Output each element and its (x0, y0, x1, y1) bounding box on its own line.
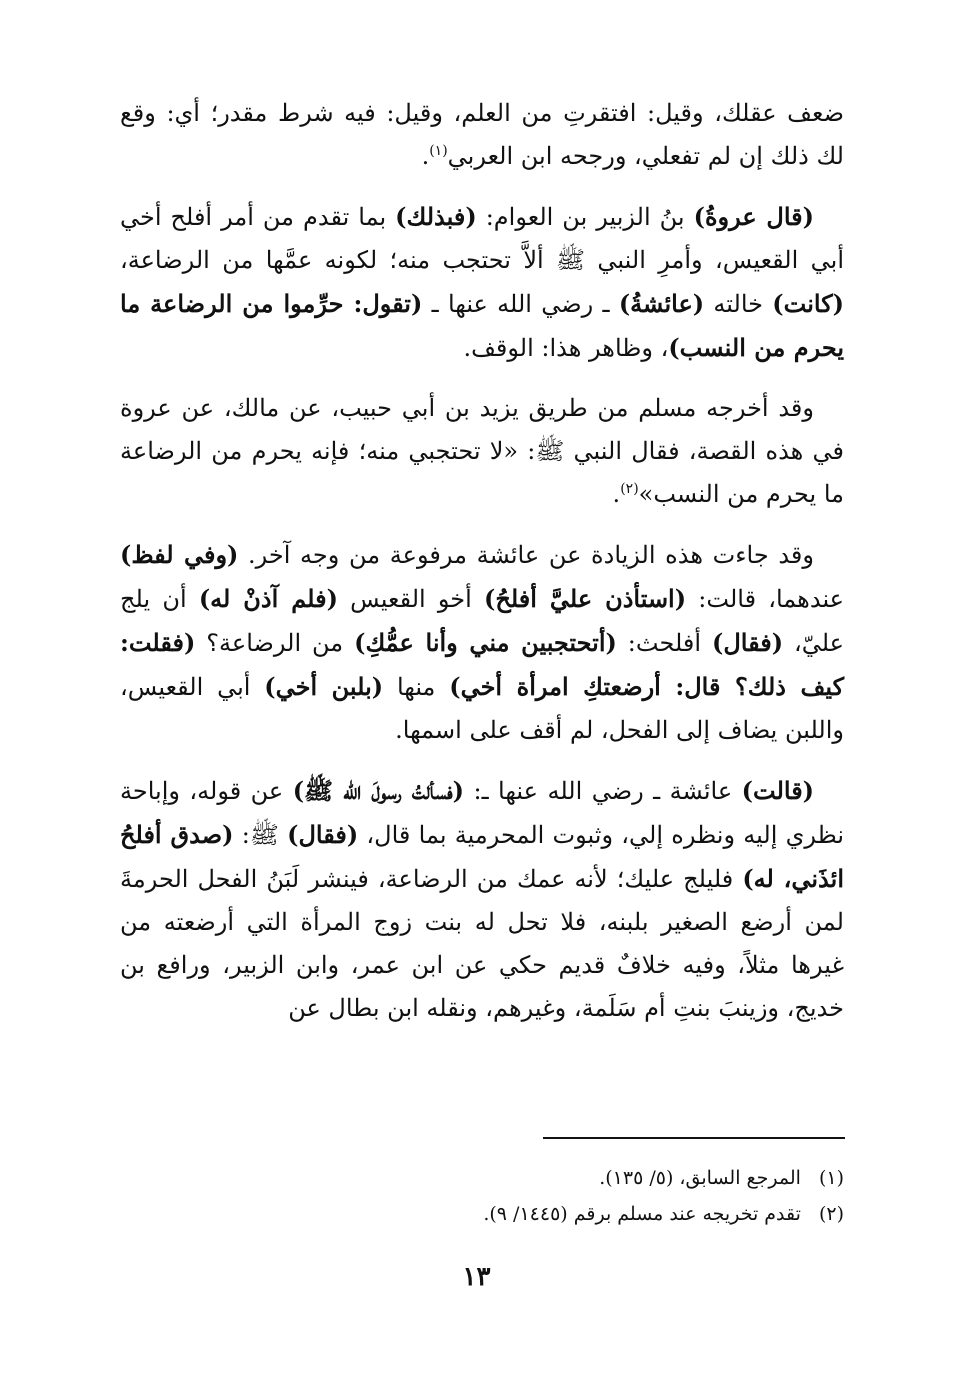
paragraph (120, 769, 844, 1030)
footnote-1 (120, 1160, 844, 1196)
bold-quote: (تقول: حرِّموا من الرضاعة ما يحرم من النسب) (120, 289, 844, 362)
text-run: أن يلج عليّ، (120, 585, 844, 657)
page-number: ١٣ (462, 1262, 491, 1292)
bold-quote: (قال عروةُ) (693, 202, 815, 231)
text-run: بنُ الزبير بن العوام: (476, 203, 694, 231)
bold-quote: (فسألتُ رسولَ الله ﷺ) (292, 776, 465, 805)
text-run: . (421, 142, 430, 170)
bold-quote: (أتحتجبين مني وأنا عمُّكِ) (354, 628, 617, 657)
text-run: أبي القعيس، واللبن يضاف إلى الفحل، لم أقف على اسمها. (120, 673, 844, 744)
footnote-2 (120, 1196, 844, 1232)
paragraph (120, 92, 844, 178)
text-run: ضعف عقلك، وقيل: افتقرتِ من العلم، وقيل: فيه شرط مقدر؛ أي: وقع لك ذلك إن لم تفعلي، ورجحه ابن العربي (120, 99, 844, 170)
text-run: أخو القعيس (337, 585, 485, 613)
text-run: عن قوله، وإباحة نظري إليه ونظره إلي، وثبوت المحرمية بما قال، (120, 777, 845, 849)
footnote-text: المرجع السابق، (٥/ ١٣٥). (599, 1167, 801, 1189)
text-run: أفلحث: (616, 629, 712, 657)
bold-quote: (كانت) (772, 289, 844, 318)
main-text (120, 92, 844, 1047)
text-run: ﷺ: (233, 821, 288, 849)
text-run: من الرضاعة؟ (195, 629, 355, 657)
text-run: ، وظاهر هذا: الوقف. (463, 334, 669, 362)
paragraph (120, 533, 844, 752)
bold-quote: (فقال) (287, 820, 359, 849)
bold-quote: (فقلت: كيف ذلك؟ قال: أرضعتكِ امرأة أخي) (120, 628, 844, 701)
text-run: منها (383, 673, 450, 701)
text-run: عندهما، قالت: (686, 585, 845, 613)
footnote-number: (١) (818, 1167, 844, 1189)
paragraph (120, 195, 844, 370)
footnote-number: (٢) (818, 1203, 844, 1225)
bold-quote: (وفي لفظ) (120, 540, 239, 569)
text-run: ـ رضي الله عنها ـ (422, 290, 619, 318)
footnote-text: تقدم تخريجه عند مسلم برقم (١٤٤٥/ ٩). (483, 1203, 801, 1225)
paragraph (120, 387, 844, 516)
bold-quote: (بلبن أخي) (264, 672, 384, 701)
footnotes (120, 1160, 844, 1232)
text-run: وقد جاءت هذه الزيادة عن عائشة مرفوعة من وجه آخر. (238, 541, 814, 569)
bold-quote: (فبذلك) (395, 202, 477, 231)
text-run: بما تقدم من أمر أفلح أخي أبي القعيس، وأمرِ النبي ﷺ ألاَّ تحتجب منه؛ لكونه عمَّها من الرضاعة، (120, 203, 844, 274)
text-run: . (612, 480, 621, 508)
bold-quote: (عائشةُ) (618, 289, 705, 318)
footnote-divider (543, 1137, 845, 1139)
bold-quote: (صدق أفلحُ ائذَني، له) (120, 820, 845, 893)
footnote-ref: (١) (429, 143, 448, 159)
footnote-ref: (٢) (620, 481, 639, 497)
bold-quote: (فلم آذنْ له) (198, 584, 338, 613)
text-run: وقد أخرجه مسلم من طريق يزيد بن أبي حبيب، عن مالك، عن عروة في هذه القصة، فقال النبي ﷺ: «لا تحتجبي منه؛ فإنه يحرم من الرضاعة ما يحرم من النسب» (120, 394, 844, 508)
bold-quote: (فقال) (711, 628, 784, 657)
text-run: عائشة ـ رضي الله عنها ـ: (464, 777, 742, 805)
text-run: خالته (704, 290, 773, 318)
bold-quote: (استأذن عليَّ أفلحُ) (484, 584, 687, 613)
text-run: فليلج عليك؛ لأنه عمك من الرضاعة، فينشر لَبَنُ الفحل الحرمةَ لمن أرضع الصغير بلبنه، فلا تحل له بنت زوج المرأة التي أرضعته من غيرها مثلاً، وفيه خلافٌ قديم حكي عن ابن عمر، وابن الزبير، ورافع بن خديج، وزينبَ بنتِ أم سَلَمة، وغيرهم، ونقله ابن بطال عن (120, 865, 844, 1022)
bold-quote: (قالت) (741, 776, 815, 805)
